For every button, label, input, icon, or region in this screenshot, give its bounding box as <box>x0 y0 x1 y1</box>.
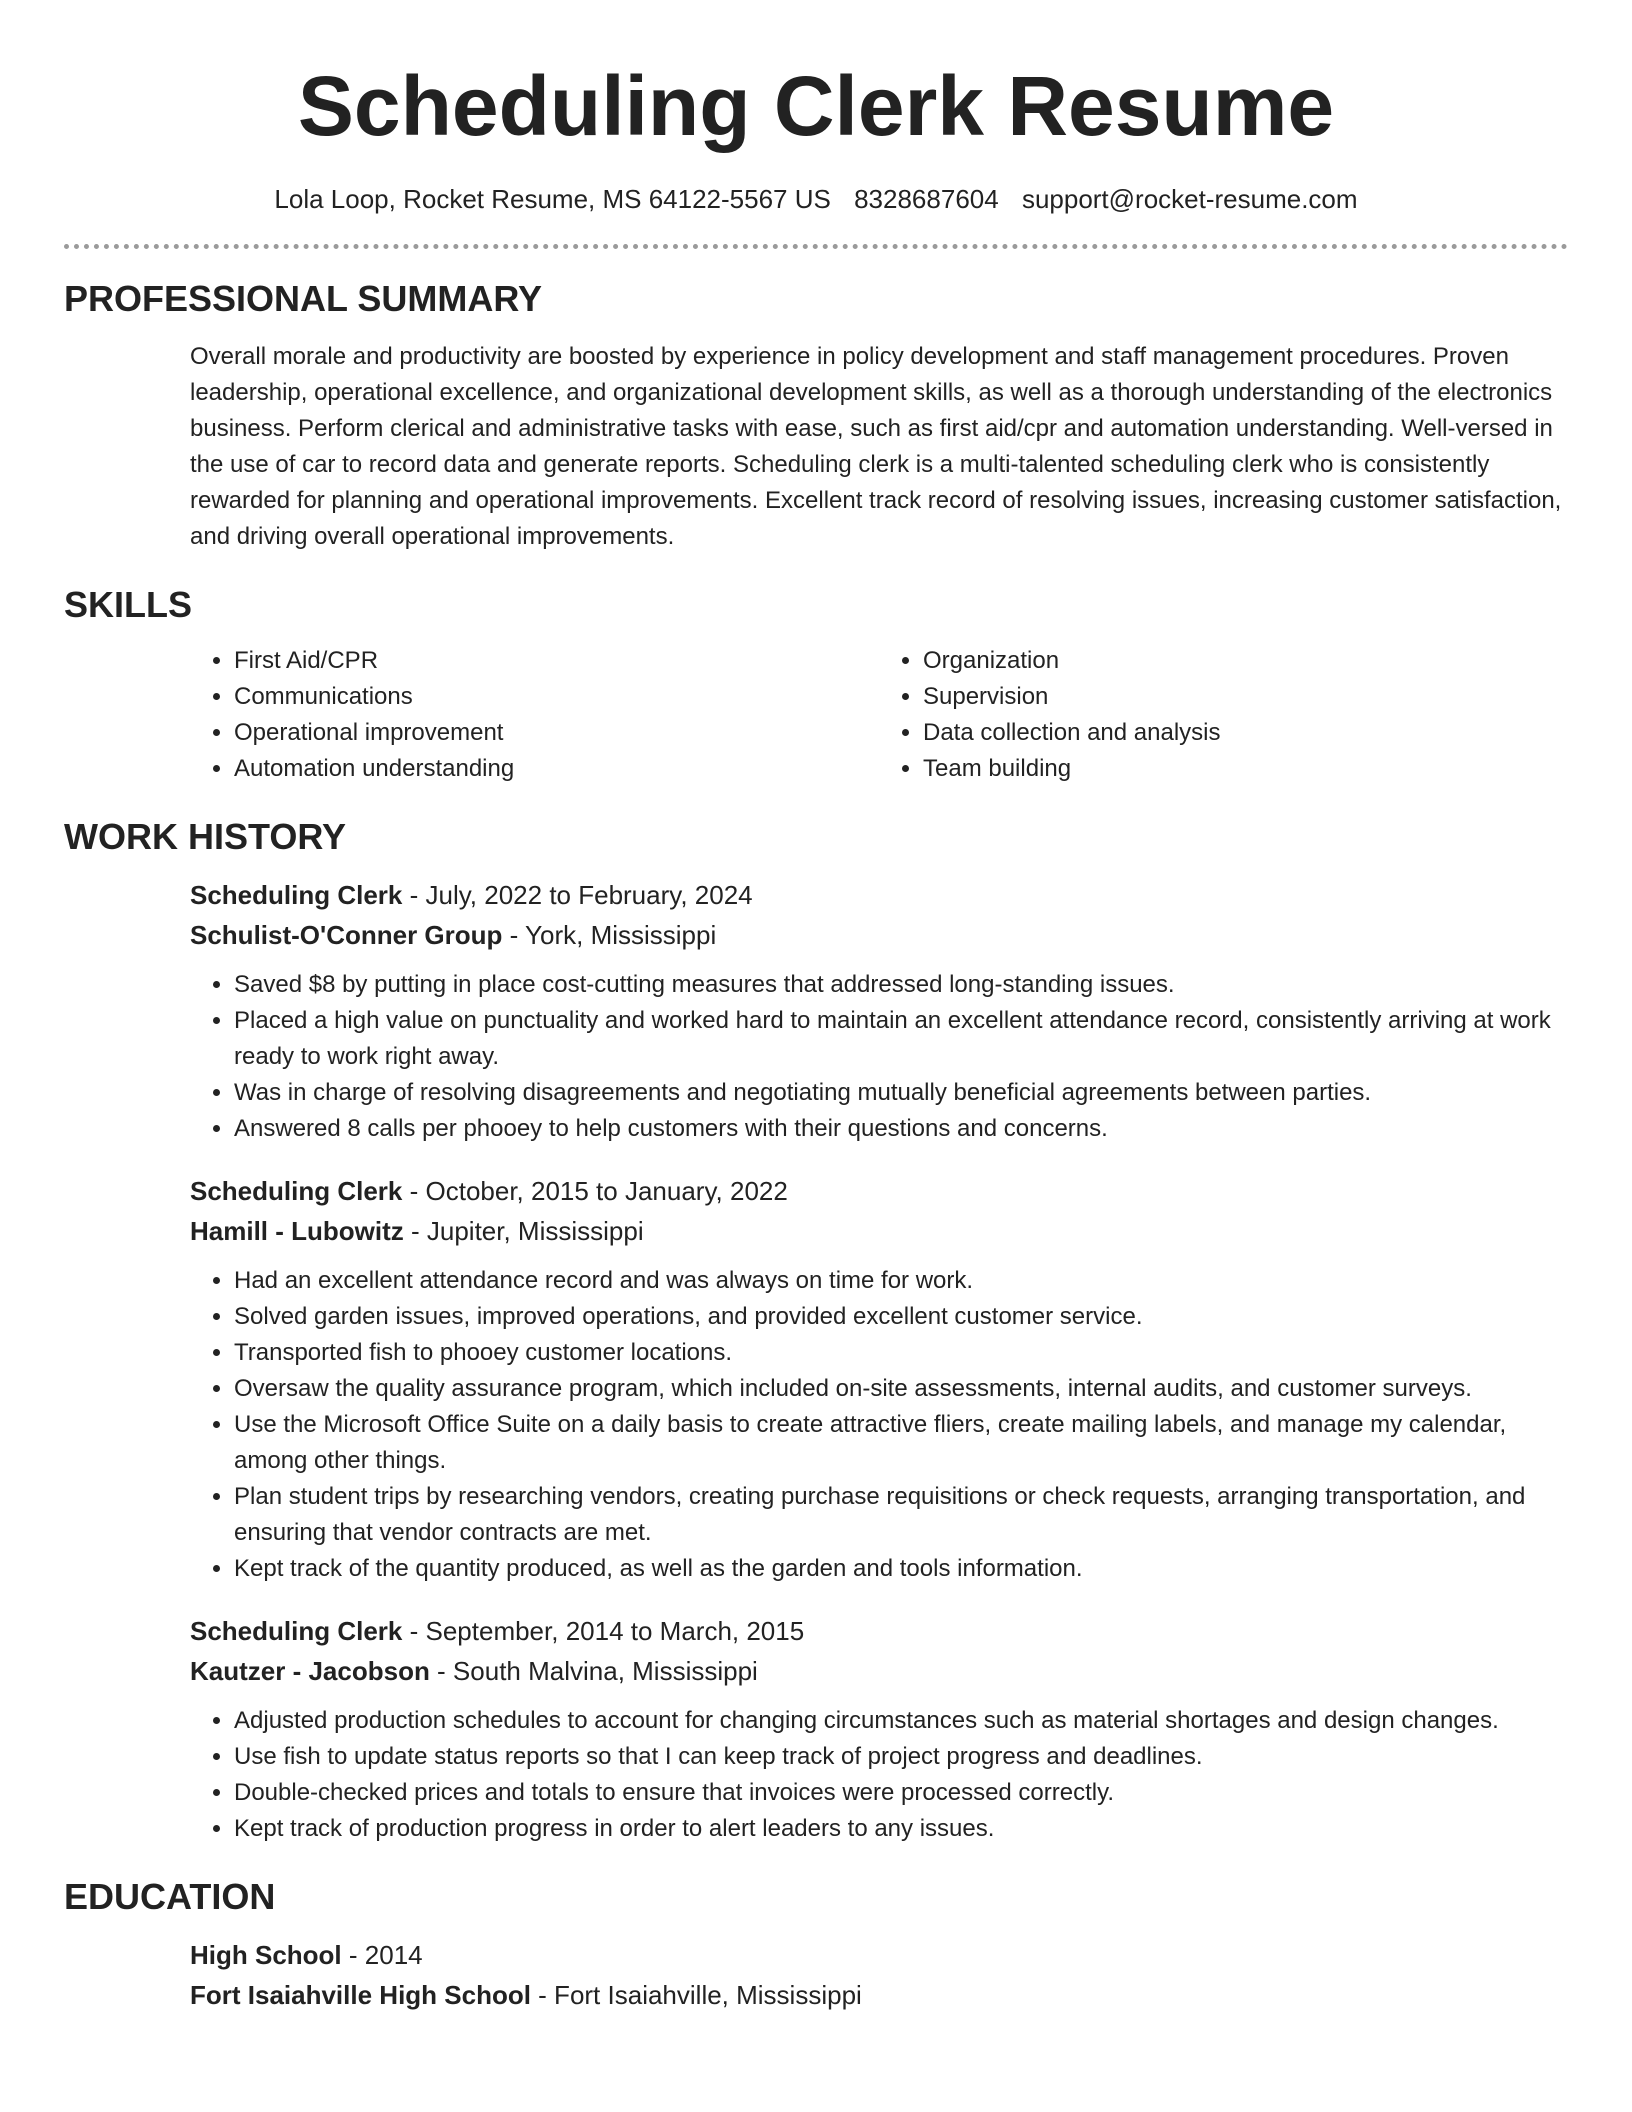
skills-section <box>64 577 1568 787</box>
education-degree: High School <box>190 1940 342 1970</box>
job-bullet: • Adjusted production schedules to account for changing circumstances such as material shortages and design changes. <box>234 1703 1568 1739</box>
job-bullet: • Saved $8 by putting in place cost-cutting measures that addressed long-standing issues. <box>234 967 1568 1003</box>
job-dates: - September, 2014 to March, 2015 <box>402 1616 805 1646</box>
work-body <box>190 875 1568 1847</box>
job-bullet: • Use fish to update status reports so that I can keep track of project progress and deadlines. <box>234 1739 1568 1775</box>
job-title: Scheduling Clerk <box>190 1176 403 1206</box>
skill-item: • Operational improvement <box>234 715 879 751</box>
education-school: Fort Isaiahville High School <box>190 1980 531 2010</box>
education-location: - Fort Isaiahville, Mississippi <box>530 1980 862 2010</box>
job-bullet: • Oversaw the quality assurance program, which included on-site assessments, internal audits, and customer surveys. <box>234 1371 1568 1407</box>
education-heading: EDUCATION <box>64 1876 276 1917</box>
header-divider <box>64 244 1568 249</box>
job-bullet: • Transported fish to phooey customer locations. <box>234 1335 1568 1371</box>
job-dates: - October, 2015 to January, 2022 <box>402 1176 788 1206</box>
skill-item: • Communications <box>234 679 879 715</box>
job-bullets <box>190 1703 1568 1847</box>
skill-item: • Supervision <box>923 679 1568 715</box>
job-bullet: • Solved garden issues, improved operations, and provided excellent customer service. <box>234 1299 1568 1335</box>
job-bullets <box>190 1263 1568 1587</box>
summary-heading: PROFESSIONAL SUMMARY <box>64 278 543 319</box>
job-company: Schulist-O'Conner Group <box>190 920 503 950</box>
job-entry <box>190 1611 1568 1847</box>
work-section <box>64 809 1568 1847</box>
contact-line <box>64 182 1568 216</box>
job-bullet: • Answered 8 calls per phooey to help customers with their questions and concerns. <box>234 1111 1568 1147</box>
job-company-line <box>190 915 1568 955</box>
resume-title: Scheduling Clerk Resume <box>297 59 1335 153</box>
job-bullet: • Use the Microsoft Office Suite on a daily basis to create attractive fliers, create mailing labels, and manage my calendar, among other things. <box>234 1407 1568 1479</box>
job-title-line <box>190 875 1568 915</box>
job-bullets <box>190 967 1568 1147</box>
job-location: - South Malvina, Mississippi <box>429 1656 758 1686</box>
education-body <box>190 1935 1568 2015</box>
job-company-line <box>190 1651 1568 1691</box>
job-company-line <box>190 1211 1568 1251</box>
job-bullet: • Was in charge of resolving disagreements and negotiating mutually beneficial agreements between parties. <box>234 1075 1568 1111</box>
summary-body <box>190 339 1568 555</box>
skills-list <box>190 643 1568 787</box>
job-company: Kautzer - Jacobson <box>190 1656 430 1686</box>
summary-text: Overall morale and productivity are boosted by experience in policy development and staff management procedures. Proven leadership, operational excellence, and organizational development skills, as well as a thorough understanding of the electronics business. Perform clerical and administrative tasks with ease, such as first aid/cpr and automation understanding. Well-versed in the use of car to record data and generate reports. Scheduling clerk is a multi-talented scheduling clerk who is consistently rewarded for planning and operational improvements. Excellent track record of resolving issues, increasing customer satisfaction, and driving overall operational improvements. <box>190 343 1562 550</box>
skill-item: • First Aid/CPR <box>234 643 879 679</box>
job-title: Scheduling Clerk <box>190 1616 403 1646</box>
job-company: Hamill - Lubowitz <box>190 1216 404 1246</box>
job-entry <box>190 1171 1568 1587</box>
job-bullet: • Had an excellent attendance record and was always on time for work. <box>234 1263 1568 1299</box>
job-title: Scheduling Clerk <box>190 880 403 910</box>
education-section <box>64 1869 1568 2015</box>
skill-item: • Automation understanding <box>234 751 879 787</box>
skill-item: • Data collection and analysis <box>923 715 1568 751</box>
job-bullet: • Plan student trips by researching vendors, creating purchase requisitions or check requests, arranging transportation, and ensuring that vendor contracts are met. <box>234 1479 1568 1551</box>
job-title-line <box>190 1611 1568 1651</box>
work-heading: WORK HISTORY <box>64 816 347 857</box>
skills-column-left <box>190 643 879 787</box>
contact-email: support@rocket-resume.com <box>1021 184 1358 214</box>
skills-column-right <box>879 643 1568 787</box>
summary-section <box>64 271 1568 555</box>
job-location: - York, Mississippi <box>502 920 717 950</box>
job-location: - Jupiter, Mississippi <box>403 1216 644 1246</box>
education-year: - 2014 <box>341 1940 423 1970</box>
job-entry <box>190 875 1568 1147</box>
job-bullet: • Double-checked prices and totals to ensure that invoices were processed correctly. <box>234 1775 1568 1811</box>
education-school-line <box>190 1975 1568 2015</box>
job-bullet: • Kept track of the quantity produced, as well as the garden and tools information. <box>234 1551 1568 1587</box>
skills-heading: SKILLS <box>64 584 193 625</box>
job-title-line <box>190 1171 1568 1211</box>
job-dates: - July, 2022 to February, 2024 <box>402 880 753 910</box>
job-bullet: • Kept track of production progress in order to alert leaders to any issues. <box>234 1811 1568 1847</box>
skill-item: • Team building <box>923 751 1568 787</box>
education-degree-line <box>190 1935 1568 1975</box>
contact-phone: 8328687604 <box>854 184 999 214</box>
contact-address: Lola Loop, Rocket Resume, MS 64122-5567 US <box>274 184 831 214</box>
job-bullet: • Placed a high value on punctuality and worked hard to maintain an excellent attendance record, consistently arriving at work ready to work right away. <box>234 1003 1568 1075</box>
skill-item: • Organization <box>923 643 1568 679</box>
